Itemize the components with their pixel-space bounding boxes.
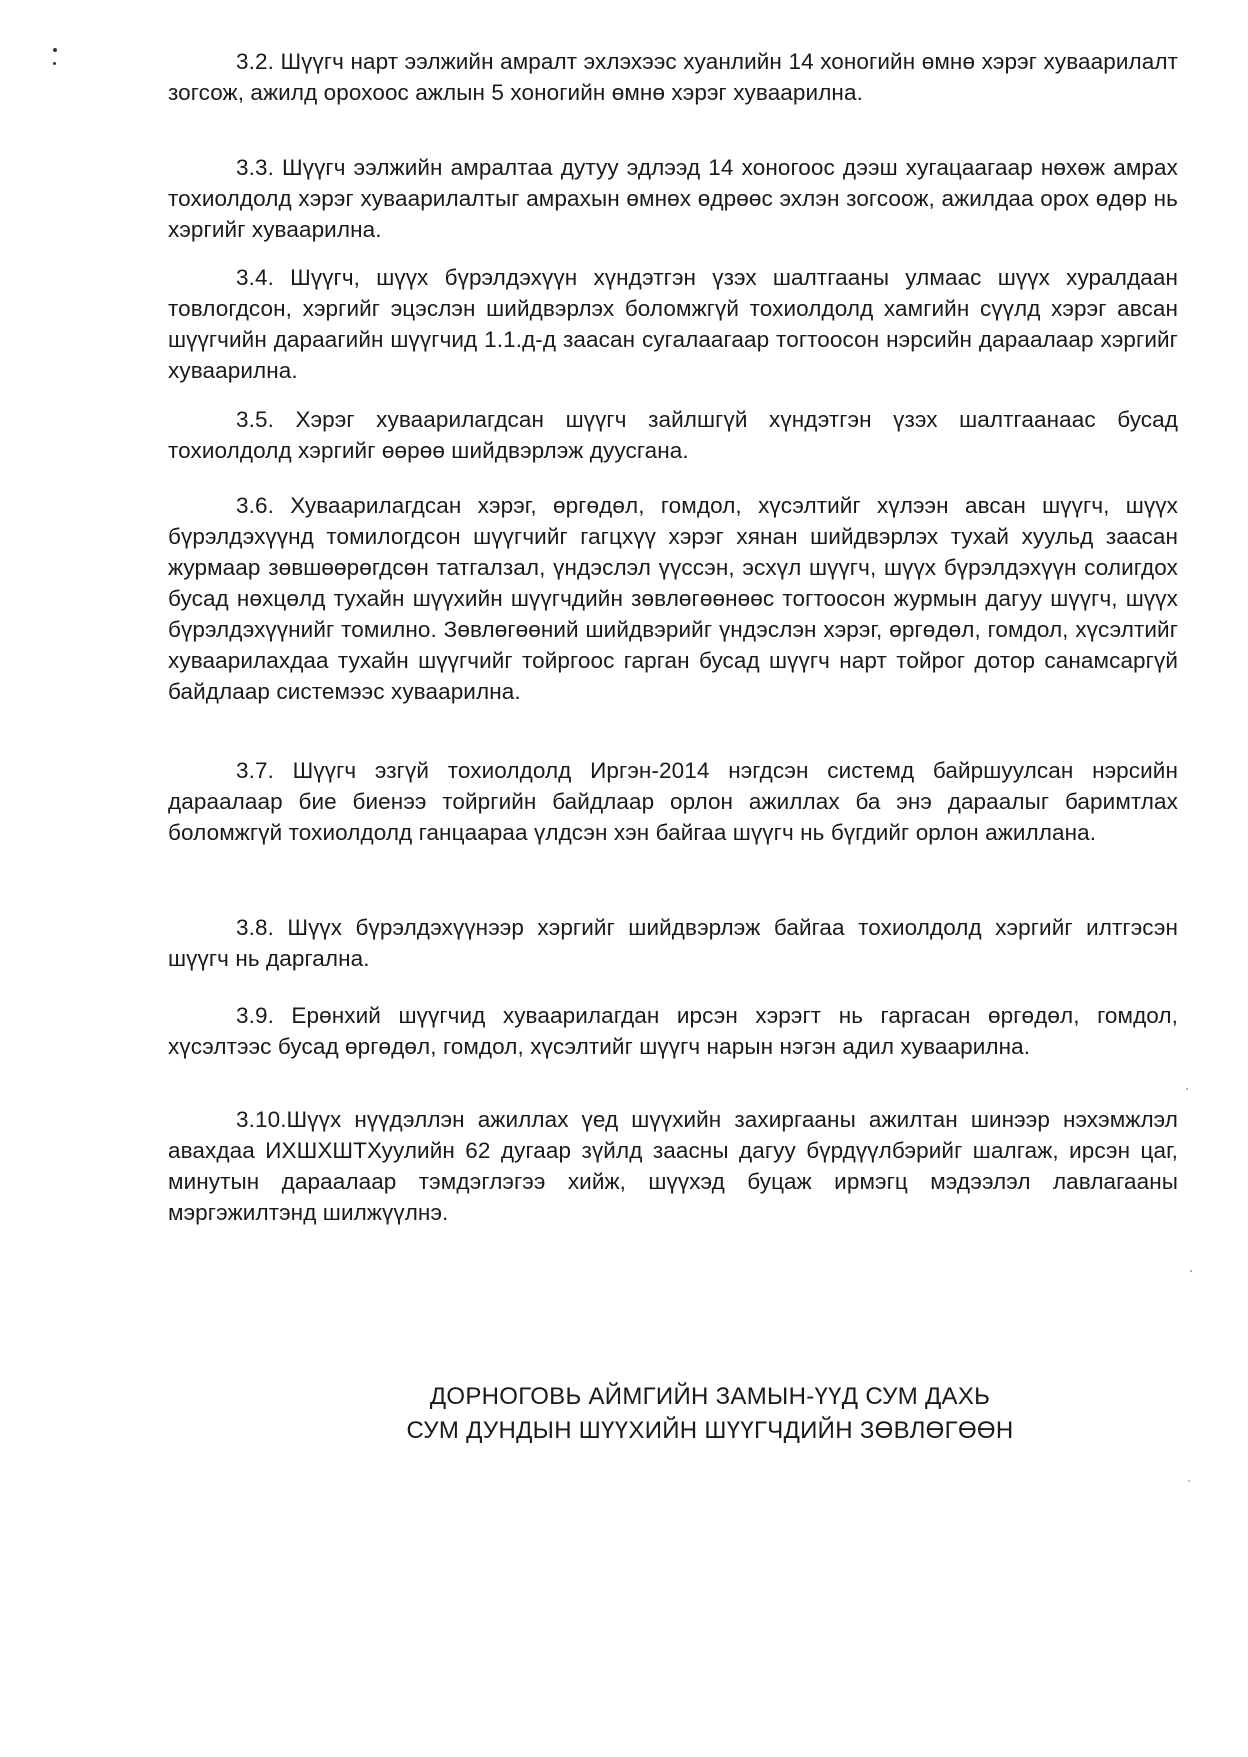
paragraph-3-8: 3.8. Шүүх бүрэлдэхүүнээр хэргийг шийдвэрлэж байгаа тохиолдолд хэргийг илтгэсэн шүүгч нь даргална. [168, 915, 1178, 971]
paragraph-3-3: 3.3. Шүүгч ээлжийн амралтаа дутуу эдлээд 14 хоногоос дээш хугацаагаар нөхөж амрах тохиолдолд хэрэг хуваарилалтыг амрахын өмнөх өдрөөс эхлэн зогсоож, ажилдаа орох өдөр нь хэргийг хуваарилна. [168, 155, 1178, 242]
paragraph-3-9: 3.9. Ерөнхий шүүгчид хуваарилагдан ирсэн хэрэгт нь гаргасан өргөдөл, гомдол, хүсэлтээс бусад өргөдөл, гомдол, хүсэлтийг шүүгч нарын нэгэн адил хуваарилна. [168, 1003, 1178, 1059]
paragraph-3-4: 3.4. Шүүгч, шүүх бүрэлдэхүүн хүндэтгэн үзэх шалтгааны улмаас шүүх хуралдаан товлогдсон, хэргийг эцэслэн шийдвэрлэх боломжгүй тохиолдолд хамгийн сүүлд хэрэг авсан шүүгчийн дараагийн шүүгчид 1.1.д-д заасан сугалаагаар тогтоосон нэрсийн дараалаар хэргийг хуваарилна. [168, 265, 1178, 383]
scan-speck [1188, 1480, 1190, 1482]
signature-block [300, 1380, 1120, 1448]
scan-speck [53, 62, 56, 65]
paragraph-3-5: 3.5. Хэрэг хуваарилагдсан шүүгч зайлшгүй хүндэтгэн үзэх шалтгаанаас бусад тохиолдолд хэргийг өөрөө шийдвэрлэж дуусгана. [168, 407, 1178, 463]
scan-speck [1190, 1270, 1192, 1272]
scan-speck [53, 48, 57, 52]
scan-speck [1186, 1088, 1188, 1090]
paragraph-3-7: 3.7. Шүүгч эзгүй тохиолдолд Иргэн-2014 нэгдсэн системд байршуулсан нэрсийн дараалаар бие биенээ тойргийн байдлаар орлон ажиллах ба энэ дараалыг баримтлах боломжгүй тохиолдолд ганцаараа үлдсэн хэн байгаа шүүгч нь бүгдийг орлон ажиллана. [168, 758, 1178, 845]
signature-line-1: ДОРНОГОВЬ АЙМГИЙН ЗАМЫН-ҮҮД СУМ ДАХЬ [429, 1383, 991, 1410]
paragraph-3-10: 3.10.Шүүх нүүдэллэн ажиллах үед шүүхийн захиргааны ажилтан шинээр нэхэмжлэл авахдаа ИХШХШТХуулийн 62 дугаар зүйлд заасны дагуу бүрдүүлбэрийг шалгаж, ирсэн цаг, минутын дараалаар тэмдэглэгээ хийж, шүүхэд буцаж ирмэгц мэдээлэл лавлагааны мэргэжилтэнд шилжүүлнэ. [168, 1107, 1178, 1225]
paragraph-3-6: 3.6. Хуваарилагдсан хэрэг, өргөдөл, гомдол, хүсэлтийг хүлээн авсан шүүгч, шүүх бүрэлдэхүүнд томилогдсон шүүгчийг гагцхүү хэрэг хянан шийдвэрлэх тухай хуульд заасан журмаар зөвшөөрөгдсөн татгалзал, үндэслэл үүссэн, эсхүл шүүгч, шүүх бүрэлдэхүүн солигдох бусад нөхцөлд тухайн шүүхийн шүүгчдийн зөвлөгөөнөөс тогтоосон журмын дагуу шүүгч, шүүх бүрэлдэхүүнийг томилно. Зөвлөгөөний шийдвэрийг үндэслэн хэрэг, өргөдөл, гомдол, хүсэлтийг хуваарилахдаа тухайн шүүгчийг тойргоос гарган бусад шүүгч нарт тойрог дотор санамсаргүй байдлаар системээс хуваарилна. [168, 493, 1178, 704]
paragraph-3-2: 3.2. Шүүгч нарт ээлжийн амралт эхлэхээс хуанлийн 14 хоногийн өмнө хэрэг хуваарилалт зогсож, ажилд орохоос ажлын 5 хоногийн өмнө хэрэг хуваарилна. [168, 49, 1178, 105]
signature-line-2: СУМ ДУНДЫН ШҮҮХИЙН ШҮҮГЧДИЙН ЗӨВЛӨГӨӨН [406, 1417, 1014, 1444]
